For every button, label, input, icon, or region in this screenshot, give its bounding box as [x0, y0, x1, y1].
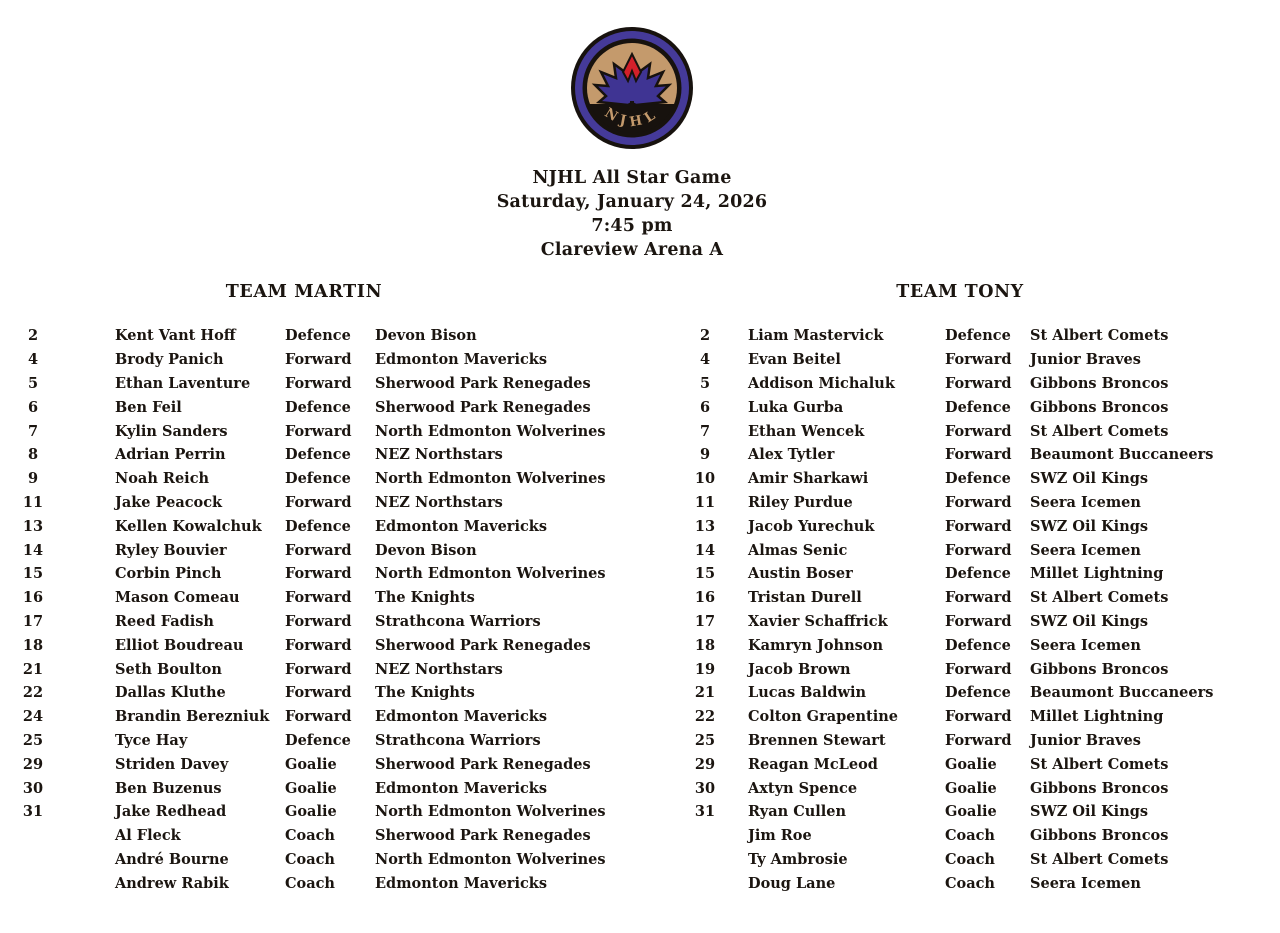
player-club: The Knights [375, 589, 475, 607]
player-name: Adrian Perrin [115, 446, 226, 464]
njhl-logo-badge [570, 26, 694, 150]
player-club: SWZ Oil Kings [1030, 517, 1149, 535]
jersey-number: 29 [694, 755, 716, 773]
player-name: Alex Tytler [748, 446, 835, 464]
roster-row [18, 848, 640, 872]
player-position: Goalie [285, 803, 337, 821]
jersey-number: 19 [694, 660, 716, 678]
roster-row [18, 324, 640, 348]
roster-row [690, 467, 1270, 491]
player-club: Sherwood Park Renegades [375, 374, 591, 392]
jersey-number: 30 [694, 779, 716, 797]
roster-row [690, 729, 1270, 753]
player-club: St Albert Comets [1030, 422, 1169, 440]
roster-row [18, 586, 640, 610]
roster-row [690, 586, 1270, 610]
player-position: Forward [285, 684, 352, 702]
player-name: Mason Comeau [115, 589, 240, 607]
roster-row [690, 514, 1270, 538]
jersey-number: 31 [694, 803, 716, 821]
player-club: NEZ Northstars [375, 493, 503, 511]
jersey-number: 6 [27, 398, 39, 416]
jersey-number: 10 [694, 470, 716, 488]
team-tony-roster-table [690, 324, 1270, 895]
player-position: Forward [945, 589, 1012, 607]
roster-row [690, 752, 1270, 776]
player-club: Sherwood Park Renegades [375, 398, 591, 416]
player-club: St Albert Comets [1030, 589, 1169, 607]
player-name: Jacob Brown [748, 660, 851, 678]
player-name: Luka Gurba [748, 398, 844, 416]
player-club: Gibbons Broncos [1030, 660, 1169, 678]
jersey-number: 22 [694, 708, 716, 726]
player-position: Forward [945, 374, 1012, 392]
player-position: Goalie [945, 779, 997, 797]
team-martin-header: TEAM MARTIN [225, 282, 383, 302]
player-position: Forward [285, 493, 352, 511]
player-name: Andrew Rabik [115, 874, 229, 892]
jersey-number: 21 [22, 660, 44, 678]
jersey-number: 7 [27, 422, 39, 440]
roster-row [18, 562, 640, 586]
jersey-number: 15 [694, 565, 716, 583]
player-club: St Albert Comets [1030, 327, 1169, 345]
jersey-number: 16 [694, 589, 716, 607]
player-club: Strathcona Warriors [375, 731, 541, 749]
player-position: Goalie [285, 779, 337, 797]
player-club: Millet Lightning [1030, 708, 1164, 726]
player-position: Coach [945, 850, 995, 868]
player-position: Forward [285, 422, 352, 440]
jersey-number: 30 [22, 779, 44, 797]
roster-row [690, 395, 1270, 419]
roster-row [18, 729, 640, 753]
jersey-number: 5 [699, 374, 711, 392]
player-club: North Edmonton Wolverines [375, 850, 606, 868]
player-position: Defence [945, 327, 1011, 345]
player-club: Edmonton Mavericks [375, 779, 547, 797]
player-name: Liam Mastervick [748, 327, 884, 345]
player-club: NEZ Northstars [375, 446, 503, 464]
player-club: St Albert Comets [1030, 755, 1169, 773]
roster-row [690, 681, 1270, 705]
player-position: Defence [945, 565, 1011, 583]
player-name: Jake Peacock [115, 493, 223, 511]
player-position: Forward [945, 731, 1012, 749]
player-club: Gibbons Broncos [1030, 398, 1169, 416]
player-position: Defence [285, 517, 351, 535]
player-position: Defence [285, 470, 351, 488]
player-club: Millet Lightning [1030, 565, 1164, 583]
jersey-number: 18 [22, 636, 44, 654]
player-name: Brennen Stewart [748, 731, 886, 749]
roster-row [18, 800, 640, 824]
event-time: 7:45 pm [591, 216, 673, 236]
player-name: Colton Grapentine [748, 708, 898, 726]
player-position: Forward [285, 541, 352, 559]
player-name: Reed Fadish [115, 612, 214, 630]
player-name: Brandin Berezniuk [115, 708, 270, 726]
jersey-number: 2 [27, 327, 39, 345]
player-position: Goalie [285, 755, 337, 773]
jersey-number: 6 [699, 398, 711, 416]
roster-row [18, 824, 640, 848]
player-position: Forward [285, 660, 352, 678]
player-position: Goalie [945, 803, 997, 821]
roster-row [18, 871, 640, 895]
jersey-number: 25 [694, 731, 716, 749]
player-club: Beaumont Buccaneers [1030, 684, 1214, 702]
player-position: Defence [285, 731, 351, 749]
player-position: Forward [945, 708, 1012, 726]
player-club: Devon Bison [375, 541, 477, 559]
jersey-number: 31 [22, 803, 44, 821]
roster-row [690, 419, 1270, 443]
jersey-number: 24 [22, 708, 44, 726]
player-position: Forward [945, 612, 1012, 630]
player-position: Defence [945, 684, 1011, 702]
roster-row [690, 443, 1270, 467]
roster-row [690, 491, 1270, 515]
player-position: Forward [285, 351, 352, 369]
roster-row [690, 324, 1270, 348]
jersey-number: 25 [22, 731, 44, 749]
player-name: Noah Reich [115, 470, 210, 488]
roster-row [18, 372, 640, 396]
jersey-number: 16 [22, 589, 44, 607]
player-club: Strathcona Warriors [375, 612, 541, 630]
roster-row [690, 538, 1270, 562]
roster-row [690, 848, 1270, 872]
player-club: Junior Braves [1030, 731, 1141, 749]
roster-row [690, 372, 1270, 396]
player-name: Riley Purdue [748, 493, 853, 511]
jersey-number: 14 [694, 541, 716, 559]
jersey-number: 9 [27, 470, 39, 488]
player-club: Gibbons Broncos [1030, 374, 1169, 392]
roster-row [18, 681, 640, 705]
player-position: Forward [285, 589, 352, 607]
player-name: Kamryn Johnson [748, 636, 883, 654]
player-name: Ben Feil [115, 398, 182, 416]
jersey-number: 21 [694, 684, 716, 702]
player-name: Ty Ambrosie [748, 850, 848, 868]
player-club: Seera Icemen [1030, 493, 1141, 511]
player-club: SWZ Oil Kings [1030, 803, 1149, 821]
jersey-number: 5 [27, 374, 39, 392]
player-position: Coach [945, 874, 995, 892]
player-position: Forward [945, 517, 1012, 535]
player-name: Al Fleck [115, 827, 181, 845]
jersey-number: 13 [694, 517, 716, 535]
jersey-number: 15 [22, 565, 44, 583]
player-name: Xavier Schaffrick [748, 612, 888, 630]
jersey-number: 9 [699, 446, 711, 464]
player-name: Ethan Laventure [115, 374, 251, 392]
event-venue: Clareview Arena A [540, 240, 724, 260]
player-name: Ryan Cullen [748, 803, 847, 821]
roster-row [18, 467, 640, 491]
roster-row [690, 657, 1270, 681]
player-position: Forward [945, 660, 1012, 678]
player-name: Elliot Boudreau [115, 636, 244, 654]
jersey-number: 4 [27, 351, 39, 369]
player-position: Forward [285, 708, 352, 726]
team-martin-roster-table [18, 324, 640, 895]
roster-row [18, 752, 640, 776]
player-club: Edmonton Mavericks [375, 517, 547, 535]
player-name: Ryley Bouvier [115, 541, 227, 559]
player-club: Gibbons Broncos [1030, 779, 1169, 797]
player-position: Forward [945, 422, 1012, 440]
roster-row [690, 871, 1270, 895]
roster-row [18, 705, 640, 729]
player-club: Edmonton Mavericks [375, 351, 547, 369]
jersey-number: 17 [22, 612, 44, 630]
player-position: Forward [285, 612, 352, 630]
jersey-number: 29 [22, 755, 44, 773]
player-position: Forward [945, 351, 1012, 369]
player-position: Defence [945, 470, 1011, 488]
player-position: Defence [945, 398, 1011, 416]
player-position: Forward [945, 541, 1012, 559]
player-name: Striden Davey [115, 755, 229, 773]
player-club: Devon Bison [375, 327, 477, 345]
player-name: Jake Redhead [115, 803, 227, 821]
player-club: SWZ Oil Kings [1030, 470, 1149, 488]
player-club: Seera Icemen [1030, 874, 1141, 892]
roster-row [690, 562, 1270, 586]
roster-row [690, 824, 1270, 848]
jersey-number: 14 [22, 541, 44, 559]
roster-row [690, 348, 1270, 372]
roster-row [18, 610, 640, 634]
player-position: Coach [285, 850, 335, 868]
player-position: Forward [945, 493, 1012, 511]
player-name: Austin Boser [748, 565, 853, 583]
logo-text: NJHL [601, 104, 663, 131]
event-header [382, 166, 882, 262]
player-position: Forward [285, 565, 352, 583]
jersey-number: 8 [27, 446, 39, 464]
player-position: Coach [945, 827, 995, 845]
player-name: Amir Sharkawi [748, 470, 869, 488]
jersey-number: 7 [699, 422, 711, 440]
player-position: Defence [285, 446, 351, 464]
player-position: Defence [285, 398, 351, 416]
player-club: North Edmonton Wolverines [375, 565, 606, 583]
player-name: Addison Michaluk [748, 374, 895, 392]
roster-row [690, 800, 1270, 824]
player-name: Corbin Pinch [115, 565, 222, 583]
roster-row [18, 633, 640, 657]
roster-row [690, 633, 1270, 657]
player-club: North Edmonton Wolverines [375, 422, 606, 440]
player-position: Forward [285, 374, 352, 392]
player-name: Almas Senic [748, 541, 848, 559]
player-position: Forward [945, 446, 1012, 464]
player-name: Dallas Kluthe [115, 684, 226, 702]
jersey-number: 13 [22, 517, 44, 535]
player-name: Kellen Kowalchuk [115, 517, 262, 535]
player-name: Jim Roe [748, 827, 812, 845]
player-club: Gibbons Broncos [1030, 827, 1169, 845]
jersey-number: 11 [694, 493, 716, 511]
player-name: Reagan McLeod [748, 755, 878, 773]
player-position: Forward [285, 636, 352, 654]
player-club: Seera Icemen [1030, 636, 1141, 654]
player-name: Ben Buzenus [115, 779, 222, 797]
player-name: Axtyn Spence [748, 779, 858, 797]
roster-row [18, 395, 640, 419]
jersey-number: 22 [22, 684, 44, 702]
player-club: North Edmonton Wolverines [375, 470, 606, 488]
roster-row [18, 776, 640, 800]
roster-row [690, 705, 1270, 729]
player-club: Edmonton Mavericks [375, 708, 547, 726]
roster-row [18, 514, 640, 538]
jersey-number: 2 [699, 327, 711, 345]
roster-row [18, 491, 640, 515]
player-club: Sherwood Park Renegades [375, 636, 591, 654]
player-name: Evan Beitel [748, 351, 841, 369]
player-name: Kent Vant Hoff [115, 327, 236, 345]
team-tony-header: TEAM TONY [896, 282, 1024, 302]
player-name: Doug Lane [748, 874, 836, 892]
roster-row [18, 538, 640, 562]
njhl-logo [570, 26, 694, 150]
player-position: Coach [285, 827, 335, 845]
player-name: Tyce Hay [115, 731, 188, 749]
player-club: Sherwood Park Renegades [375, 755, 591, 773]
player-club: The Knights [375, 684, 475, 702]
jersey-number: 11 [22, 493, 44, 511]
player-name: Lucas Baldwin [748, 684, 867, 702]
player-club: St Albert Comets [1030, 850, 1169, 868]
player-name: André Bourne [115, 850, 229, 868]
roster-row [18, 348, 640, 372]
player-position: Defence [945, 636, 1011, 654]
player-name: Jacob Yurechuk [748, 517, 875, 535]
player-club: SWZ Oil Kings [1030, 612, 1149, 630]
player-name: Seth Boulton [115, 660, 222, 678]
event-title: NJHL All Star Game [532, 168, 732, 188]
player-club: Edmonton Mavericks [375, 874, 547, 892]
jersey-number: 4 [699, 351, 711, 369]
player-position: Goalie [945, 755, 997, 773]
player-club: Beaumont Buccaneers [1030, 446, 1214, 464]
roster-row [18, 443, 640, 467]
player-club: Junior Braves [1030, 351, 1141, 369]
player-club: Sherwood Park Renegades [375, 827, 591, 845]
player-name: Kylin Sanders [115, 422, 228, 440]
roster-row [18, 657, 640, 681]
player-club: NEZ Northstars [375, 660, 503, 678]
player-name: Tristan Durell [748, 589, 862, 607]
player-name: Brody Panich [115, 351, 224, 369]
event-date: Saturday, January 24, 2026 [496, 192, 768, 212]
player-club: North Edmonton Wolverines [375, 803, 606, 821]
roster-row [690, 776, 1270, 800]
player-position: Defence [285, 327, 351, 345]
roster-row [690, 610, 1270, 634]
player-club: Seera Icemen [1030, 541, 1141, 559]
player-name: Ethan Wencek [748, 422, 865, 440]
roster-row [18, 419, 640, 443]
jersey-number: 17 [694, 612, 716, 630]
player-position: Coach [285, 874, 335, 892]
jersey-number: 18 [694, 636, 716, 654]
